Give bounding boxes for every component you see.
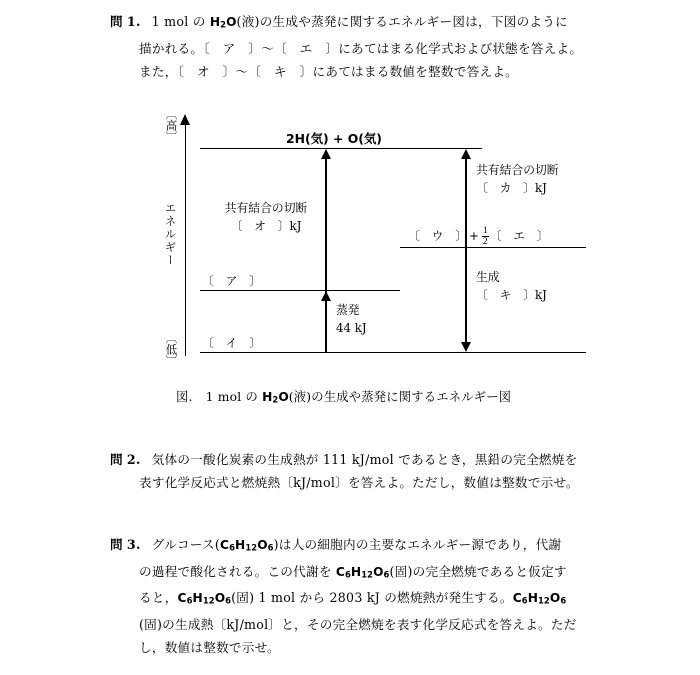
- question-3-line-3-mid: (固) 1 mol から 2803 kJ の燃焼熱が発生する。: [231, 590, 513, 606]
- arrow-bond-break-right-head-icon: [461, 149, 471, 159]
- energy-level-diagram: [140, 104, 600, 376]
- question-3-line-2-pre: の過程で酸化される。この代謝を: [139, 563, 336, 579]
- level-label-bottom: 〔 イ 〕: [202, 336, 261, 350]
- fraction-numerator: 1: [482, 225, 488, 236]
- arrow-vaporization-title: 蒸発: [336, 303, 360, 317]
- arrow-bond-break-right-title: 共有結合の切断: [476, 163, 559, 177]
- question-2-block: [110, 448, 610, 494]
- fraction-one-half: [482, 226, 489, 247]
- question-1-line-1-pre: 1 mol の: [151, 14, 210, 29]
- question-3-marker: 問: [110, 537, 123, 552]
- question-2-marker: 問: [110, 452, 123, 467]
- arrow-bond-break-right-shaft: [465, 158, 467, 250]
- question-1-line-3: また，〔 オ 〕～〔 キ 〕にあてはまる数値を整数で答えよ。: [139, 63, 519, 79]
- arrow-label-formation: [476, 269, 547, 304]
- level-label-mid-right: [408, 226, 549, 247]
- arrow-formation-title: 生成: [476, 270, 500, 284]
- arrow-formation-shaft: [465, 250, 467, 343]
- axis-cap-low: 〔低〕: [164, 332, 179, 367]
- level-line-bottom: [200, 352, 586, 353]
- question-1-line-1-post: (液)の生成や蒸発に関するエネルギー図は，下図のように: [236, 14, 568, 29]
- question-3-line-2-post: (固)の完全燃焼であると仮定す: [389, 563, 567, 579]
- arrow-label-vaporization: [336, 302, 367, 337]
- arrow-bond-break-right-value: 〔 カ 〕kJ: [476, 180, 547, 195]
- question-3-line-3-pre: ると，: [139, 590, 178, 606]
- formula-glucose-1: $C_6H_{12}O_6$: [220, 538, 274, 553]
- question-3-number: 3.: [126, 537, 141, 552]
- question-3-line-1-post: )は人の細胞内の主要なエネルギー源であり，代謝: [273, 537, 562, 552]
- question-3-line-2: [110, 560, 610, 587]
- formula-h2o-q1: $H_2O$: [209, 15, 237, 30]
- formula-glucose-2: $C_6H_{12}O_6$: [335, 564, 390, 580]
- question-3-line-3: [110, 586, 610, 613]
- energy-axis-line: [185, 122, 186, 356]
- level-line-mid-right: [400, 247, 586, 248]
- question-3-line-1-pre: グルコース(: [151, 537, 221, 552]
- arrow-bond-break-left-title: 共有結合の切断: [224, 201, 308, 215]
- question-3-line-5: し，数値は整数で示せ。: [139, 640, 280, 656]
- question-2-number: 2.: [126, 452, 141, 467]
- question-3-line-1: [110, 533, 610, 560]
- question-1-line-1: [110, 10, 610, 37]
- arrow-vaporization-head-icon: [321, 291, 331, 301]
- arrow-formation-value: 〔 キ 〕kJ: [476, 287, 547, 302]
- question-1-block: [110, 10, 610, 83]
- question-2-line-1: [110, 448, 610, 471]
- question-1-line-2: 描かれる。〔 ア 〕～〔 エ 〕にあてはまる化学式および状態を答えよ。: [139, 40, 583, 56]
- question-2-line-2: 表す化学反応式と燃焼熱〔kJ/mol〕を答えよ。ただし，数値は整数で示せ。: [139, 475, 579, 491]
- question-1-marker: 問: [110, 14, 123, 29]
- level-line-mid-left: [200, 290, 400, 291]
- arrow-formation-head-icon: [461, 342, 471, 352]
- arrow-label-bond-break-right: [476, 162, 559, 197]
- figure-caption-pre: 1 mol の: [205, 390, 263, 404]
- axis-label-energy: エネルギー: [163, 202, 178, 267]
- question-1-number: 1.: [126, 14, 141, 29]
- level-label-mid-right-op: +: [469, 229, 479, 244]
- fraction-denominator: 2: [482, 236, 488, 248]
- question-2-line-1-text: 気体の一酸化炭素の生成熱が 111 kJ/mol であるとき，黒鉛の完全燃焼を: [151, 452, 578, 467]
- figure-caption-label: 図.: [176, 390, 193, 404]
- arrow-bond-break-left-head-icon: [321, 149, 331, 159]
- question-3-block: [110, 533, 610, 660]
- level-line-top: [200, 148, 482, 149]
- level-label-mid-right-a: 〔 ウ 〕: [408, 229, 467, 244]
- formula-glucose-4: $C_6H_{12}O_6$: [512, 591, 567, 606]
- axis-cap-high: 〔高〕: [164, 108, 179, 143]
- level-label-mid-right-b: 〔 エ 〕: [489, 229, 549, 244]
- figure-caption-post: (液)の生成や蒸発に関するエネルギー図: [288, 390, 512, 404]
- question-3-line-4: (固)の生成熱〔kJ/mol〕と，その完全燃焼を表す化学反応式を答えよ。ただ: [139, 617, 577, 633]
- formula-h2o-caption: $H_2O$: [262, 390, 289, 405]
- arrow-vaporization-value: 44 kJ: [336, 320, 367, 335]
- arrow-bond-break-left-value: 〔 オ 〕kJ: [230, 218, 302, 233]
- formula-glucose-3: $C_6H_{12}O_6$: [177, 591, 232, 606]
- figure-caption: [176, 387, 511, 405]
- arrow-label-bond-break-left: [212, 200, 320, 235]
- level-label-top: 2H(気) + O(気): [286, 131, 382, 146]
- arrow-vaporization-shaft: [325, 300, 327, 353]
- level-label-mid-left: 〔 ア 〕: [202, 274, 261, 288]
